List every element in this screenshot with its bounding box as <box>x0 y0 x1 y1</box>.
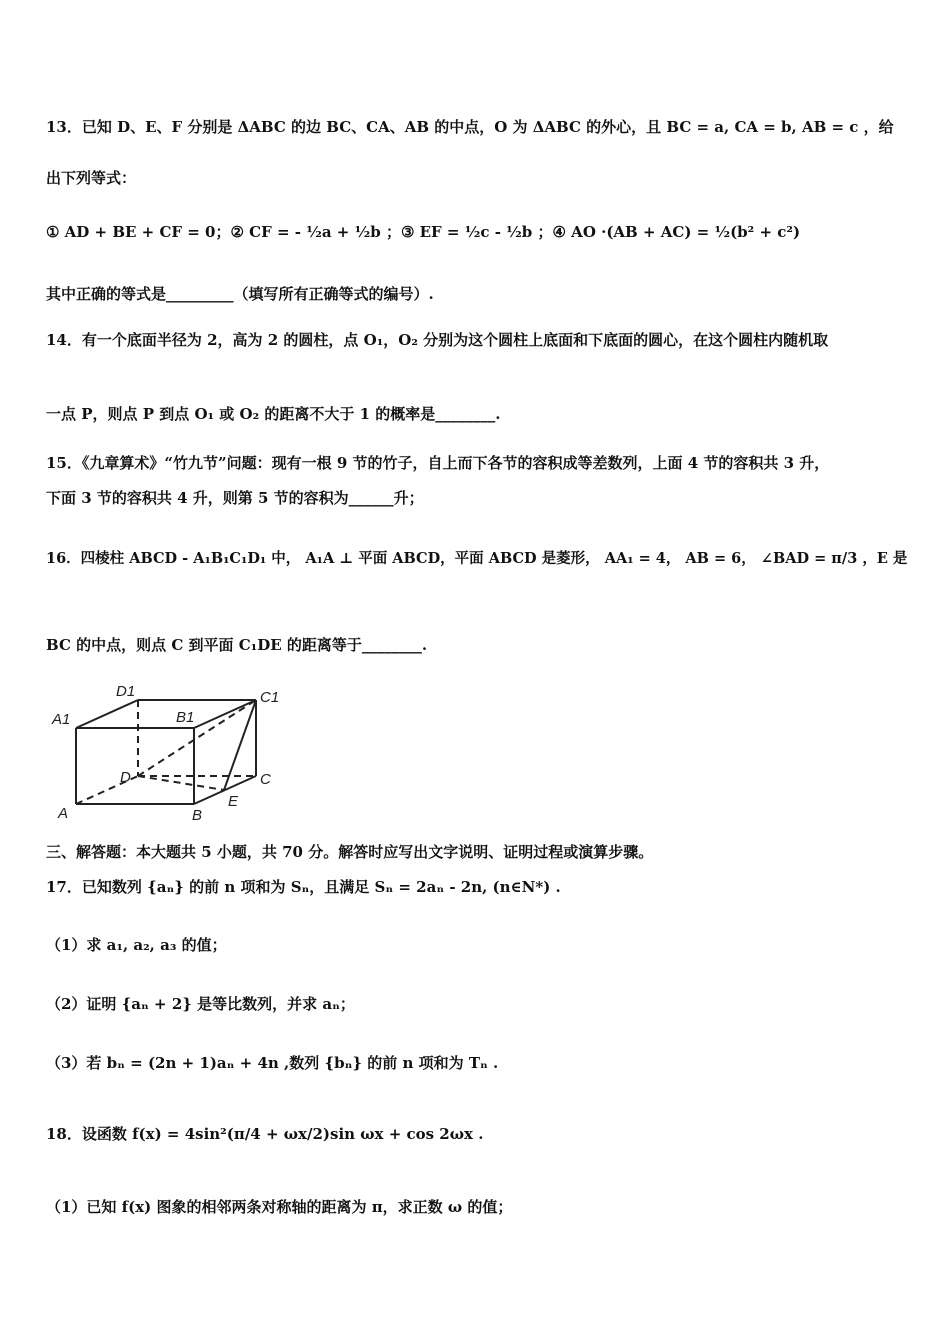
edge-d-c1 <box>138 700 256 776</box>
label-b1: B1 <box>176 709 195 726</box>
q14-line2: 一点 P，则点 P 到点 O₁ 或 O₂ 的距离不大于 1 的概率是________. <box>46 405 501 423</box>
q15-line1: 15．《九章算术》“竹九节”问题：现有一根 9 节的竹子，自上而下各节的容积成等差数列，上面 4 节的容积共 3 升， <box>46 454 830 472</box>
label-d1: D1 <box>116 683 136 700</box>
q13-line1: 13．已知 D、E、F 分别是 ΔABC 的边 BC、CA、AB 的中点，O 为 ΔABC 的外心，且 BC = a, CA = b, AB = c ，给 <box>46 118 894 136</box>
q13-line3: ① AD + BE + CF = 0；② CF = - ½a + ½b ；③ EF = ½c - ½b ；④ AO ·(AB + AC) = ½(b² + c²) <box>46 223 801 241</box>
q13-line2: 出下列等式： <box>46 169 137 187</box>
section3-heading: 三、解答题：本大题共 5 小题，共 70 分。解答时应写出文字说明、证明过程或演算步骤。 <box>46 843 654 861</box>
label-a: A <box>58 805 69 822</box>
q14-line1: 14．有一个底面半径为 2，高为 2 的圆柱，点 O₁，O₂ 分别为这个圆柱上底面和下底面的圆心，在这个圆柱内随机取 <box>46 331 829 349</box>
edge-a1-d1 <box>76 700 138 728</box>
q18-part1: （1）已知 f(x) 图象的相邻两条对称轴的距离为 π，求正数 ω 的值； <box>46 1198 513 1216</box>
label-e: E <box>228 793 239 810</box>
label-d: D <box>120 769 131 786</box>
label-a1: A1 <box>52 711 71 728</box>
label-b: B <box>192 807 203 824</box>
label-c1: C1 <box>260 689 280 706</box>
q16-line1: 16．四棱柱 ABCD - A₁B₁C₁D₁ 中， A₁A ⊥ 平面 ABCD，平面 ABCD 是菱形， AA₁ = 4， AB = 6， ∠BAD = π/3 ，E 是 <box>46 550 908 567</box>
q13-line4: 其中正确的等式是_________（填写所有正确等式的编号）. <box>46 285 434 303</box>
prism-figure <box>46 680 296 830</box>
q17-line1: 17．已知数列 {aₙ} 的前 n 项和为 Sₙ，且满足 Sₙ = 2aₙ - 2n, (n∈N*) . <box>46 878 561 896</box>
q17-part1: （1）求 a₁, a₂, a₃ 的值； <box>46 936 227 954</box>
q17-part2: （2）证明 {aₙ + 2} 是等比数列，并求 aₙ； <box>46 995 355 1013</box>
q17-part3: （3）若 bₙ = (2n + 1)aₙ + 4n ,数列 {bₙ} 的前 n 项和为 Tₙ . <box>46 1054 499 1072</box>
q15-line2: 下面 3 节的容积共 4 升，则第 5 节的容积为______升； <box>46 489 424 507</box>
q16-line2: BC 的中点，则点 C 到平面 C₁DE 的距离等于________. <box>46 636 428 654</box>
label-c: C <box>260 771 271 788</box>
q18-line1: 18．设函数 f(x) = 4sin²(π/4 + ωx/2)sin ωx + cos 2ωx . <box>46 1125 484 1143</box>
edge-d-e <box>138 776 224 790</box>
